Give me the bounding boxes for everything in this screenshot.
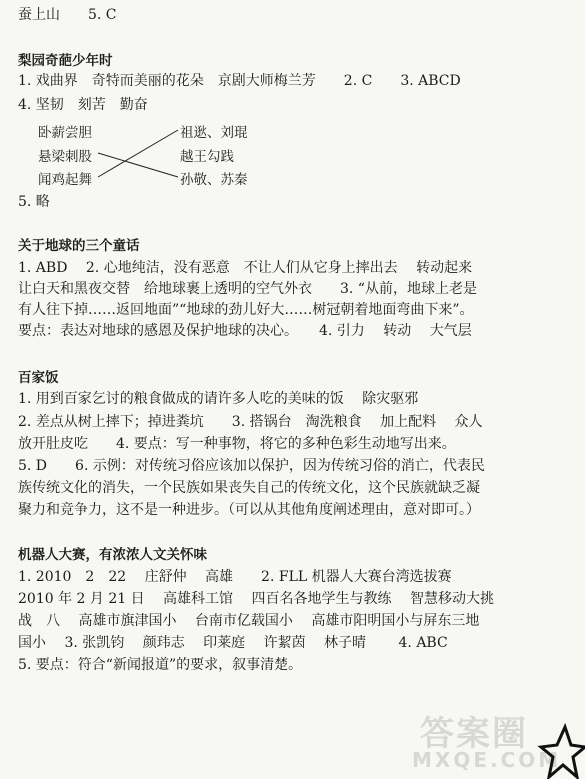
match-right-item: 越王勾践	[180, 149, 234, 165]
section-title-liyuan: 梨园奇葩少年时	[18, 53, 113, 69]
answer-line: 5. 略	[18, 194, 50, 210]
answer-line: 5. D 6. 示例：对传统习俗应该加以保护，因为传统习俗的消亡，代表民	[18, 458, 485, 474]
answer-line: 要点：表达对地球的感恩及保护地球的决心。 4. 引力 转动 大气层	[18, 323, 472, 339]
answer-line: 1. 用到百家乞讨的粮食做成的请许多人吃的美味的饭 除灾驱邪	[18, 391, 419, 407]
watermark-logo: 答案圈	[420, 714, 528, 754]
corner-star-icon	[505, 719, 585, 779]
answer-line: 族传统文化的消失，一个民族如果丧失自己的传统文化，这个民族就缺乏凝	[18, 480, 480, 496]
answer-line: 聚力和竞争力，这不是一种进步。（可以从其他角度阐述理由，意对即可。）	[18, 502, 480, 518]
answer-line: 有人往下掉……返回地面”“地球的劲儿好大……树冠朝着地面弯曲下来”。	[18, 302, 474, 318]
answer-line: 国小 3. 张凯钧 颜玮志 印莱庭 许絜茵 林子晴 4. ABC	[18, 635, 448, 651]
answer-line: 战 八 高雄市旗津国小 台南市亿载国小 高雄市阳明国小与屏东三地	[18, 613, 480, 629]
match-line	[98, 130, 178, 177]
answer-line: 让白天和黑夜交替 给地球裹上透明的空气外衣 3. “从前，地球上老是	[18, 281, 477, 297]
match-right-item: 孙敬、苏秦	[180, 172, 248, 188]
answer-line: 2010 年 2 月 21 日 高雄科工馆 四百名各地学生与教练 智慧移动大挑	[18, 591, 494, 607]
answer-line: 5. 要点：符合“新闻报道”的要求，叙事清楚。	[18, 657, 303, 673]
match-line	[98, 153, 178, 177]
section-title-diqiu: 关于地球的三个童话	[18, 238, 140, 254]
answer-line: 4. 坚韧 刻苦 勤奋	[18, 97, 148, 113]
answer-line: 1. 戏曲界 奇特而美丽的花朵 京剧大师梅兰芳 2. C 3. ABCD	[18, 73, 461, 89]
match-left-item: 闻鸡起舞	[38, 172, 92, 188]
match-right-item: 祖逖、刘琨	[180, 125, 248, 141]
watermark-url: MXQE.COM	[412, 748, 562, 772]
answer-line: 2. 差点从树上摔下；掉进粪坑 3. 搭锅台 淘洗粮食 加上配料 众人	[18, 414, 483, 430]
line-top: 蚕上山 5. C	[18, 7, 117, 23]
section-title-baijiafan: 百家饭	[18, 370, 59, 386]
match-left-item: 卧薪尝胆	[38, 125, 92, 141]
section-title-jiqiren: 机器人大赛，有浓浓人文关怀味	[18, 547, 207, 563]
match-left-item: 悬梁刺股	[38, 149, 92, 165]
answer-line: 1. 2010 2 22 庄舒仲 高雄 2. FLL 机器人大赛台湾选拔赛	[18, 569, 452, 585]
answer-line: 放开肚皮吃 4. 要点：写一种事物，将它的多种色彩生动地写出来。	[18, 436, 456, 452]
answer-line: 1. ABD 2. 心地纯洁，没有恶意 不让人们从它身上摔出去 转动起来	[18, 260, 473, 276]
